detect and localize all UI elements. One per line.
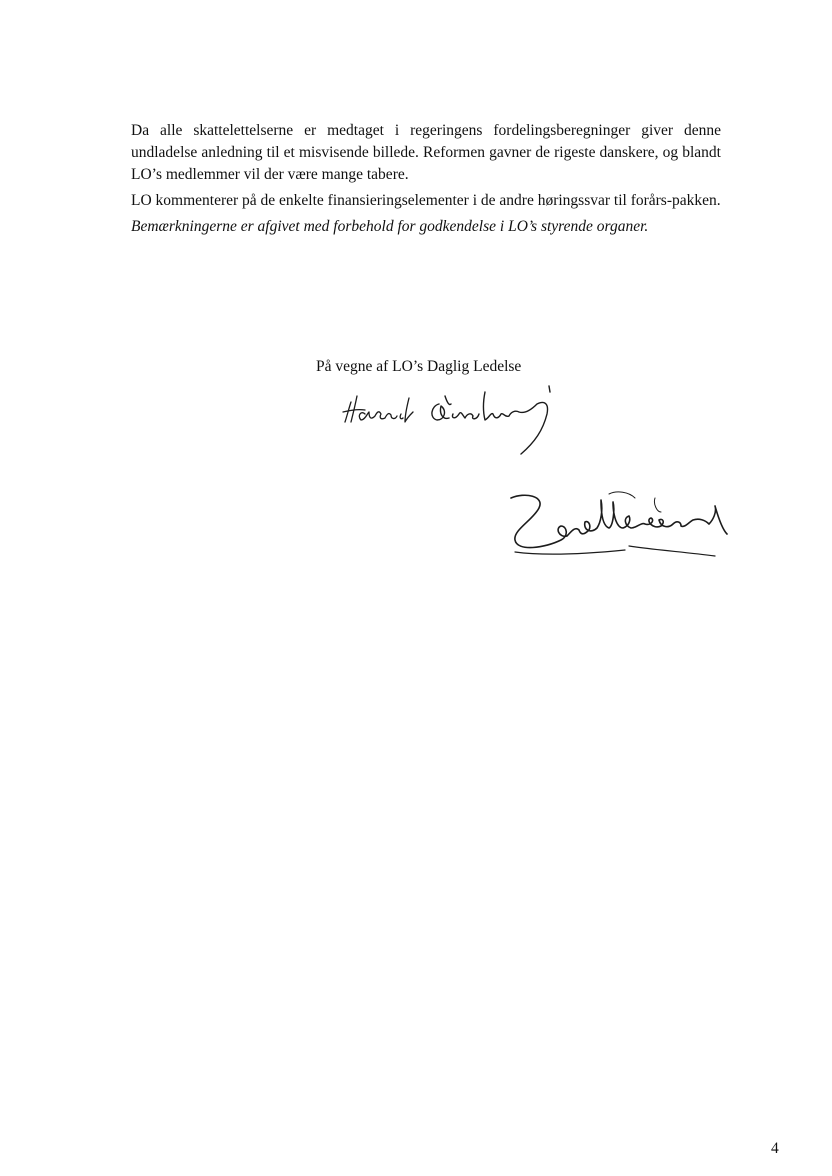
reservation-note: Bemærkningerne er afgivet med forbehold for godkendelse i LO’s styrende organer. xyxy=(131,218,649,235)
document-body xyxy=(131,120,721,242)
closing-line: På vegne af LO’s Daglig Ledelse xyxy=(316,358,522,375)
paragraph-financing: LO kommenterer på de enkelte finansieringselementer i de andre høringssvar til forårs-pakken. xyxy=(131,192,721,209)
page-number: 4 xyxy=(771,1140,779,1157)
signature-2 xyxy=(505,490,735,570)
paragraph-distribution: Da alle skattelettelserne er medtaget i regeringens fordelingsberegninger giver denne undladelse anledning til et misvisende billede. Reformen gavner de rigeste danskere, og blandt LO’s medlemmer vil der være mange tabere. xyxy=(131,122,721,183)
signature-1 xyxy=(335,384,565,462)
